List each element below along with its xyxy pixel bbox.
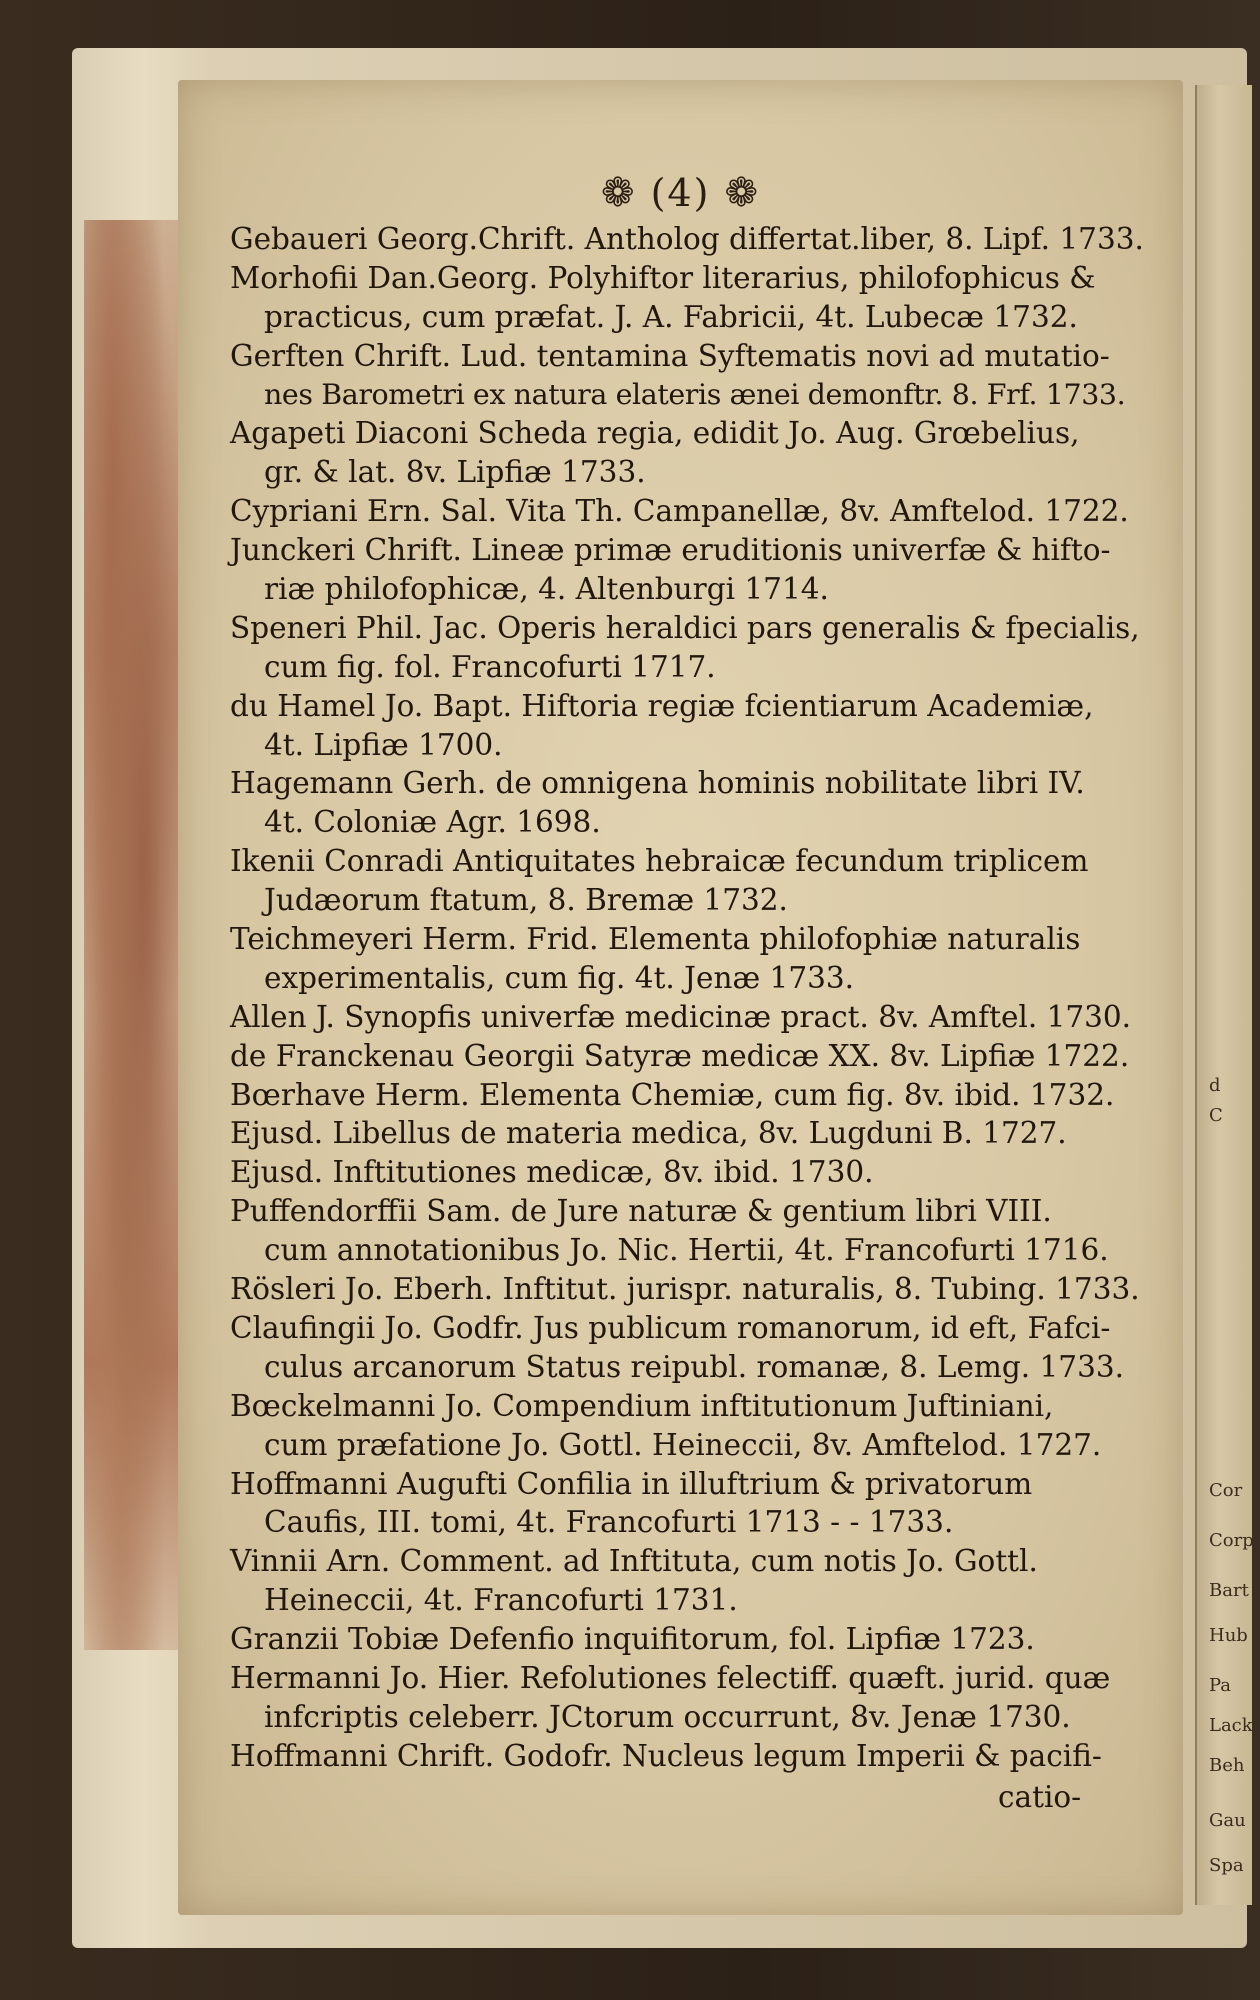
- catalog-line: Ejusd. Libellus de materia medica, 8v. Lugduni B. 1727.: [230, 1116, 1067, 1151]
- marbled-endpaper: [84, 220, 180, 1650]
- fragment-8: Lack: [1209, 1715, 1253, 1736]
- catalog-line: cum fig. fol. Francofurti 1717.: [264, 649, 716, 684]
- catalog-line: cum præfatione Jo. Gottl. Heineccii, 8v. Amftelod. 1727.: [264, 1427, 1102, 1462]
- catalog-line: Morhofii Dan.Georg. Polyhiftor literarius, philofophicus &: [230, 260, 1096, 295]
- catalog-line: Claufingii Jo. Godfr. Jus publicum romanorum, id eft, Fafci-: [230, 1310, 1111, 1345]
- catalog-text: [230, 220, 1150, 1776]
- catalog-line: cum annotationibus Jo. Nic. Hertii, 4t. Francofurti 1716.: [264, 1233, 1109, 1268]
- fragment-10: Gau: [1209, 1810, 1246, 1831]
- fragment-5: Bart: [1209, 1580, 1249, 1601]
- catalog-line: de Franckenau Georgii Satyræ medicæ XX. 8v. Lipfiæ 1722.: [230, 1038, 1130, 1073]
- catalog-line: Gebaueri Georg.Chrift. Antholog differtat.liber, 8. Lipf. 1733.: [230, 222, 1144, 256]
- fragment-7: Pa: [1209, 1675, 1232, 1696]
- catalog-line: Bœckelmanni Jo. Compendium inftitutionum Juftiniani,: [230, 1388, 1054, 1423]
- fragment-9: Beh: [1209, 1755, 1245, 1776]
- catalog-line: practicus, cum præfat. J. A. Fabricii, 4t. Lubecæ 1732.: [264, 299, 1078, 334]
- fragment-11: Spa: [1209, 1855, 1244, 1876]
- catalog-line: Hoffmanni Chrift. Godofr. Nucleus legum Imperii & pacifi-: [230, 1738, 1102, 1773]
- page-number: (4): [650, 171, 711, 215]
- catalog-line: Vinnii Arn. Comment. ad Inftituta, cum notis Jo. Gottl.: [230, 1544, 1038, 1579]
- catalog-line: 4t. Lipfiæ 1700.: [264, 727, 503, 762]
- fragment-3: Cor: [1209, 1480, 1243, 1501]
- catalog-line: Speneri Phil. Jac. Operis heraldici pars generalis & fpecialis,: [230, 610, 1140, 645]
- catalog-line: Teichmeyeri Herm. Frid. Elementa philofophiæ naturalis: [230, 922, 1081, 957]
- catalog-line: Ejusd. Inftitutiones medicæ, 8v. ibid. 1730.: [230, 1155, 874, 1190]
- catalog-line: Hagemann Gerh. de omnigena hominis nobilitate libri IV.: [230, 766, 1085, 801]
- book-page: [178, 80, 1183, 1915]
- catalog-line: Gerften Chrift. Lud. tentamina Syftematis novi ad mutatio-: [230, 338, 1110, 373]
- fragment-1: d: [1209, 1075, 1221, 1096]
- catalog-line: Junckeri Chrift. Lineæ primæ eruditionis univerfæ & hifto-: [230, 533, 1111, 568]
- catalog-line: Puffendorffii Sam. de Jure naturæ & gentium libri VIII.: [230, 1194, 1052, 1229]
- page-header: [178, 170, 1183, 216]
- catalog-line: 4t. Coloniæ Agr. 1698.: [264, 805, 601, 840]
- catalog-line: Granzii Tobiæ Defenfio inquifitorum, fol. Lipfiæ 1723.: [230, 1622, 1035, 1657]
- catalog-line: Rösleri Jo. Eberh. Inftitut. jurispr. naturalis, 8. Tubing. 1733.: [230, 1272, 1140, 1307]
- catalog-line: infcriptis celeberr. JCtorum occurrunt, 8v. Jenæ 1730.: [264, 1699, 1071, 1734]
- adjacent-page-edge: [1195, 85, 1252, 1905]
- catalog-line: experimentalis, cum fig. 4t. Jenæ 1733.: [264, 960, 855, 995]
- catalog-line: Heineccii, 4t. Francofurti 1731.: [264, 1583, 738, 1618]
- fragment-2: C: [1209, 1105, 1223, 1126]
- catalog-line: du Hamel Jo. Bapt. Hiftoria regiæ fcientiarum Academiæ,: [230, 688, 1094, 723]
- catalog-line: Caufis, III. tomi, 4t. Francofurti 1713 - - 1733.: [264, 1505, 954, 1540]
- catalog-line: culus arcanorum Status reipubl. romanæ, 8. Lemg. 1733.: [264, 1349, 1124, 1384]
- catalog-line: Hoffmanni Augufti Confilia in illuftrium & privatorum: [230, 1466, 1033, 1501]
- fragment-4: Corp: [1209, 1530, 1254, 1551]
- catalog-line: riæ philofophicæ, 4. Altenburgi 1714.: [264, 572, 829, 607]
- fragment-6: Hub: [1209, 1625, 1248, 1646]
- catalog-line: Hermanni Jo. Hier. Refolutiones felectiff. quæft. jurid. quæ: [230, 1660, 1111, 1695]
- catalog-line: Cypriani Ern. Sal. Vita Th. Campanellæ, 8v. Amftelod. 1722.: [230, 494, 1129, 529]
- ornament-right-icon: ❁: [724, 170, 761, 216]
- catalog-line: gr. & lat. 8v. Lipfiæ 1733.: [264, 455, 646, 490]
- catalog-line: Agapeti Diaconi Scheda regia, edidit Jo. Aug. Grœbelius,: [230, 416, 1080, 451]
- ornament-left-icon: ❁: [600, 170, 637, 216]
- catalog-line: Bœrhave Herm. Elementa Chemiæ, cum fig. 8v. ibid. 1732.: [230, 1077, 1115, 1112]
- catalog-line: Ikenii Conradi Antiquitates hebraicæ fecundum triplicem: [230, 844, 1089, 879]
- catalog-line: Allen J. Synopfis univerfæ medicinæ pract. 8v. Amftel. 1730.: [230, 999, 1132, 1034]
- catalog-line: Judæorum ftatum, 8. Bremæ 1732.: [264, 883, 788, 918]
- catchword: catio-: [998, 1780, 1082, 1814]
- catalog-line: nes Barometri ex natura elateris ænei demonftr. 8. Frf. 1733.: [264, 377, 1126, 411]
